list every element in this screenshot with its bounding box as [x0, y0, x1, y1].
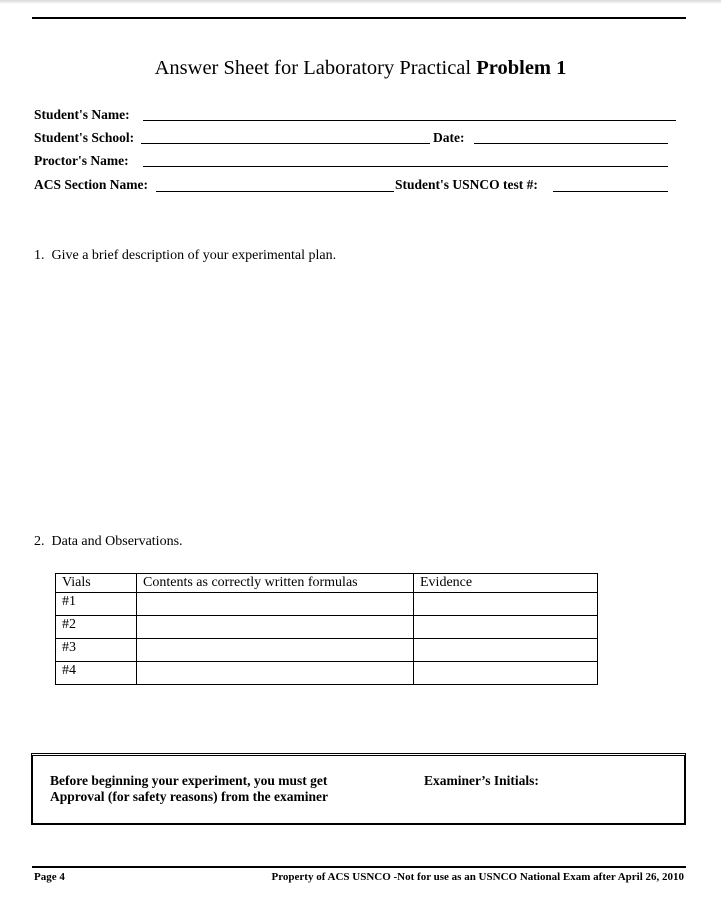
vial-label: #1: [56, 593, 137, 616]
evidence-cell[interactable]: [414, 662, 598, 685]
header-evidence: Evidence: [414, 574, 598, 593]
table-header-row: [56, 574, 598, 593]
proctor-name-label: Proctor's Name:: [34, 153, 129, 168]
table-row: [56, 593, 598, 616]
student-school-label: Student's School:: [34, 130, 135, 145]
student-name-label: Student's Name:: [34, 107, 130, 122]
question-number: 2.: [34, 534, 45, 549]
acs-section-label: ACS Section Name:: [34, 177, 148, 192]
question-text: Give a brief description of your experimental plan.: [51, 248, 337, 263]
title-text: Answer Sheet for Laboratory Practical: [154, 57, 477, 79]
question-number: 1.: [34, 248, 45, 263]
header-vials: Vials: [56, 574, 137, 593]
viewer-top-shadow: [0, 0, 721, 4]
approval-instructions: [50, 773, 328, 805]
date-line[interactable]: [474, 143, 668, 144]
approval-line-2: Approval (for safety reasons) from the examiner: [50, 789, 328, 804]
vial-label: #3: [56, 639, 137, 662]
usnco-test-label: Student's USNCO test #:: [395, 177, 538, 192]
question-1: [34, 248, 336, 264]
contents-cell[interactable]: [137, 593, 414, 616]
evidence-cell[interactable]: [414, 639, 598, 662]
approval-box: [31, 753, 686, 825]
acs-section-line[interactable]: [156, 191, 394, 192]
examiner-initials-label: Examiner’s Initials:: [424, 773, 539, 788]
contents-cell[interactable]: [137, 616, 414, 639]
footer-rule: [32, 866, 686, 868]
vial-label: #2: [56, 616, 137, 639]
contents-cell[interactable]: [137, 639, 414, 662]
approval-line-1: Before beginning your experiment, you must get: [50, 773, 328, 788]
header-rule: [32, 17, 686, 19]
contents-cell[interactable]: [137, 662, 414, 685]
table-row: [56, 616, 598, 639]
observations-table: [55, 573, 598, 685]
page-number: Page 4: [34, 871, 65, 883]
header-contents: Contents as correctly written formulas: [137, 574, 414, 593]
table-row: [56, 662, 598, 685]
footer-notice: Property of ACS USNCO -Not for use as an USNCO National Exam after April 26, 2010: [271, 871, 684, 883]
proctor-name-line[interactable]: [143, 166, 668, 167]
student-school-line[interactable]: [141, 143, 430, 144]
evidence-cell[interactable]: [414, 616, 598, 639]
evidence-cell[interactable]: [414, 593, 598, 616]
table-row: [56, 639, 598, 662]
usnco-test-line[interactable]: [553, 191, 668, 192]
vial-label: #4: [56, 662, 137, 685]
student-name-line[interactable]: [143, 120, 676, 121]
page-title: [0, 57, 721, 80]
question-2: [34, 534, 183, 550]
question-text: Data and Observations.: [51, 534, 183, 549]
date-label: Date:: [433, 130, 465, 145]
title-problem: Problem 1: [476, 57, 567, 79]
